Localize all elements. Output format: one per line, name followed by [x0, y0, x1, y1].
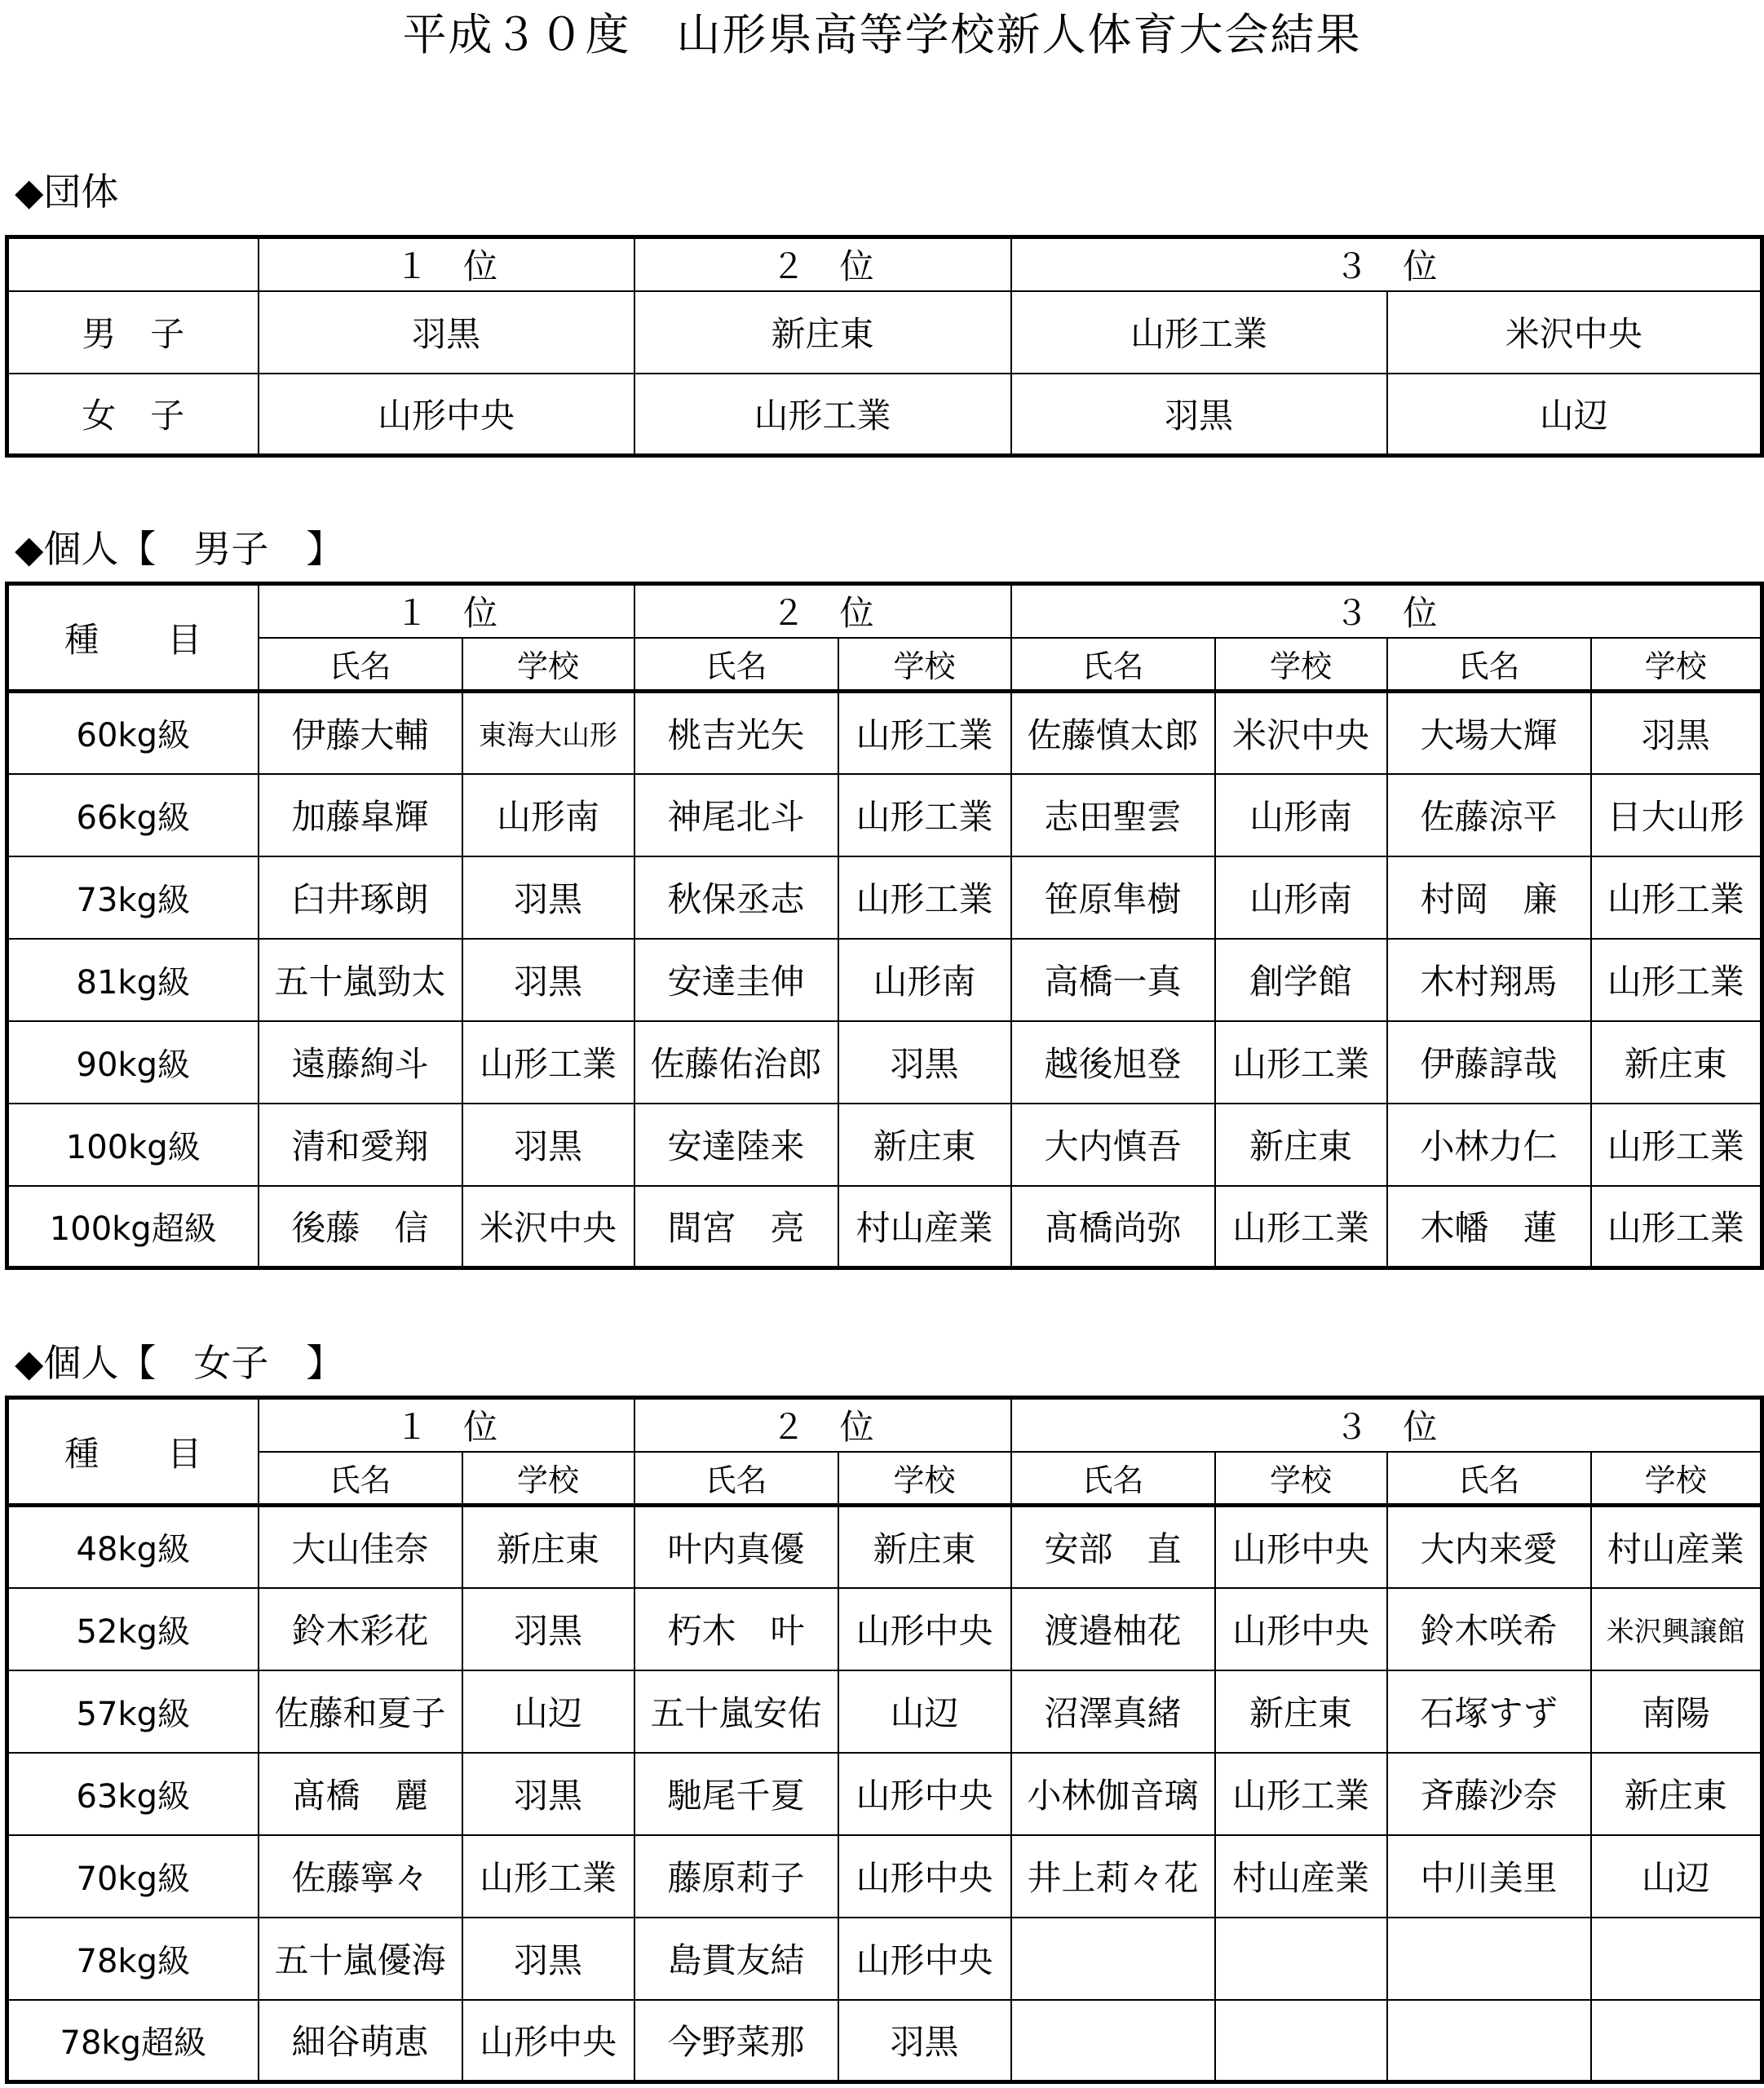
school-name-cell: 山辺 [1591, 1835, 1762, 1918]
school-name-cell: 羽黒 [462, 939, 634, 1021]
school-name-cell: 米沢中央 [1215, 692, 1387, 774]
school-name-cell: 新庄東 [1215, 1104, 1387, 1186]
athlete-name-cell: 加藤皐輝 [259, 774, 462, 856]
school-name-cell: 山形南 [1215, 774, 1387, 856]
table-row [7, 1186, 1762, 1268]
school-column-header: 学校 [838, 1452, 1011, 1506]
table-row [7, 1835, 1762, 1918]
school-name-cell: 新庄東 [838, 1104, 1011, 1186]
women-rank-header-row [7, 1398, 1762, 1452]
weight-class-cell: 70kg級 [7, 1835, 259, 1918]
school-name-cell: 新庄東 [838, 1506, 1011, 1588]
athlete-name-cell [1387, 1918, 1591, 2000]
athlete-name-cell: 大山佳奈 [259, 1506, 462, 1588]
team-cell: 羽黒 [1011, 374, 1387, 456]
team-section-heading: ◆団体 [15, 170, 119, 214]
school-name-cell: 山形南 [1215, 856, 1387, 939]
team-cell: 新庄東 [634, 291, 1011, 374]
school-column-header: 学校 [1591, 638, 1762, 692]
athlete-name-cell: 井上莉々花 [1011, 1835, 1215, 1918]
athlete-name-cell: 佐藤涼平 [1387, 774, 1591, 856]
weight-class-cell: 100kg超級 [7, 1186, 259, 1268]
athlete-name-cell: 安達圭伸 [634, 939, 838, 1021]
school-name-cell: 山形中央 [1215, 1588, 1387, 1670]
weight-class-cell: 63kg級 [7, 1753, 259, 1835]
team-cell: 羽黒 [259, 291, 634, 374]
school-name-cell: 日大山形 [1591, 774, 1762, 856]
event-header: 種 目 [7, 1398, 259, 1506]
school-name-cell: 山形工業 [1591, 856, 1762, 939]
athlete-name-cell: 佐藤慎太郎 [1011, 692, 1215, 774]
table-row [7, 1918, 1762, 2000]
school-name-cell: 米沢中央 [462, 1186, 634, 1268]
team-corner-cell [7, 237, 259, 291]
school-column-header: 学校 [462, 1452, 634, 1506]
school-name-cell: 山形南 [838, 939, 1011, 1021]
school-name-cell: 新庄東 [1591, 1753, 1762, 1835]
school-name-cell: 新庄東 [1215, 1670, 1387, 1753]
athlete-name-cell: 髙橋 麗 [259, 1753, 462, 1835]
school-name-cell: 羽黒 [1591, 692, 1762, 774]
name-column-header: 氏名 [1011, 1452, 1215, 1506]
page-title: 平成３０度 山形県高等学校新人体育大会結果 [402, 9, 1362, 60]
athlete-name-cell [1011, 1918, 1215, 2000]
athlete-name-cell: 桃吉光矢 [634, 692, 838, 774]
athlete-name-cell: 伊藤諄哉 [1387, 1021, 1591, 1104]
school-name-cell [1591, 1918, 1762, 2000]
men-results-table [5, 582, 1764, 1270]
table-row [7, 1104, 1762, 1186]
athlete-name-cell: 馳尾千夏 [634, 1753, 838, 1835]
school-name-cell: 山形中央 [1215, 1506, 1387, 1588]
name-column-header: 氏名 [634, 1452, 838, 1506]
school-name-cell: 山形中央 [462, 2000, 634, 2082]
school-name-cell: 山形工業 [838, 692, 1011, 774]
team-row-men [7, 291, 1762, 374]
school-name-cell: 羽黒 [462, 1588, 634, 1670]
table-row [7, 856, 1762, 939]
school-name-cell: 羽黒 [462, 1753, 634, 1835]
athlete-name-cell: 五十嵐優海 [259, 1918, 462, 2000]
women-table-body [7, 1506, 1762, 2082]
athlete-name-cell [1011, 2000, 1215, 2082]
athlete-name-cell: 髙橋尚弥 [1011, 1186, 1215, 1268]
school-column-header: 学校 [1215, 1452, 1387, 1506]
table-row [7, 1753, 1762, 1835]
school-column-header: 学校 [1215, 638, 1387, 692]
athlete-name-cell: 鈴木彩花 [259, 1588, 462, 1670]
school-name-cell: 新庄東 [462, 1506, 634, 1588]
team-cell: 山辺 [1387, 374, 1762, 456]
rank-3-header: ３ 位 [1011, 237, 1762, 291]
team-row-women [7, 374, 1762, 456]
weight-class-cell: 73kg級 [7, 856, 259, 939]
athlete-name-cell: 佐藤和夏子 [259, 1670, 462, 1753]
men-sub-header-row [7, 638, 1762, 692]
school-name-cell: 新庄東 [1591, 1021, 1762, 1104]
table-row [7, 1588, 1762, 1670]
athlete-name-cell: 安部 直 [1011, 1506, 1215, 1588]
athlete-name-cell: 遠藤絢斗 [259, 1021, 462, 1104]
athlete-name-cell: 越後旭登 [1011, 1021, 1215, 1104]
weight-class-cell: 66kg級 [7, 774, 259, 856]
men-table-body [7, 692, 1762, 1268]
name-column-header: 氏名 [634, 638, 838, 692]
name-column-header: 氏名 [259, 638, 462, 692]
athlete-name-cell: 五十嵐勁太 [259, 939, 462, 1021]
athlete-name-cell: 清和愛翔 [259, 1104, 462, 1186]
athlete-name-cell: 木村翔馬 [1387, 939, 1591, 1021]
school-name-cell: 山辺 [462, 1670, 634, 1753]
weight-class-cell: 60kg級 [7, 692, 259, 774]
athlete-name-cell: 間宮 亮 [634, 1186, 838, 1268]
school-name-cell: 村山産業 [1591, 1506, 1762, 1588]
school-name-cell: 村山産業 [1215, 1835, 1387, 1918]
school-name-cell: 羽黒 [838, 2000, 1011, 2082]
table-row [7, 774, 1762, 856]
rank-3-header: ３ 位 [1011, 584, 1762, 638]
athlete-name-cell: 臼井琢朗 [259, 856, 462, 939]
school-name-cell: 山形工業 [838, 774, 1011, 856]
athlete-name-cell: 斉藤沙奈 [1387, 1753, 1591, 1835]
name-column-header: 氏名 [1387, 1452, 1591, 1506]
table-row [7, 2000, 1762, 2082]
rank-1-header: １ 位 [259, 584, 634, 638]
school-name-cell: 山形工業 [1591, 939, 1762, 1021]
team-results-table [5, 235, 1764, 458]
athlete-name-cell: 細谷萌恵 [259, 2000, 462, 2082]
athlete-name-cell: 今野菜那 [634, 2000, 838, 2082]
athlete-name-cell: 後藤 信 [259, 1186, 462, 1268]
athlete-name-cell [1387, 2000, 1591, 2082]
rank-1-header: １ 位 [259, 237, 634, 291]
name-column-header: 氏名 [1387, 638, 1591, 692]
athlete-name-cell: 島貫友結 [634, 1918, 838, 2000]
athlete-name-cell: 村岡 廉 [1387, 856, 1591, 939]
school-name-cell: 山形工業 [1591, 1104, 1762, 1186]
athlete-name-cell: 藤原莉子 [634, 1835, 838, 1918]
rank-2-header: ２ 位 [634, 1398, 1011, 1452]
school-name-cell: 山形工業 [1215, 1186, 1387, 1268]
weight-class-cell: 81kg級 [7, 939, 259, 1021]
name-column-header: 氏名 [259, 1452, 462, 1506]
school-name-cell: 山形中央 [838, 1835, 1011, 1918]
athlete-name-cell: 大場大輝 [1387, 692, 1591, 774]
school-name-cell: 山辺 [838, 1670, 1011, 1753]
school-name-cell [1215, 2000, 1387, 2082]
school-name-cell: 米沢興譲館 [1591, 1588, 1762, 1670]
athlete-name-cell: 佐藤佑治郎 [634, 1021, 838, 1104]
weight-class-cell: 57kg級 [7, 1670, 259, 1753]
athlete-name-cell: 小林力仁 [1387, 1104, 1591, 1186]
weight-class-cell: 100kg級 [7, 1104, 259, 1186]
school-name-cell: 山形工業 [462, 1021, 634, 1104]
weight-class-cell: 78kg級 [7, 1918, 259, 2000]
school-column-header: 学校 [462, 638, 634, 692]
school-name-cell: 羽黒 [462, 1918, 634, 2000]
weight-class-cell: 90kg級 [7, 1021, 259, 1104]
school-name-cell: 山形工業 [1215, 1021, 1387, 1104]
table-row [7, 692, 1762, 774]
athlete-name-cell: 安達陸来 [634, 1104, 838, 1186]
athlete-name-cell: 鈴木咲希 [1387, 1588, 1591, 1670]
athlete-name-cell: 石塚すず [1387, 1670, 1591, 1753]
team-cell: 山形中央 [259, 374, 634, 456]
school-name-cell: 山形中央 [838, 1588, 1011, 1670]
rank-2-header: ２ 位 [634, 237, 1011, 291]
team-row-label: 男 子 [7, 291, 259, 374]
school-name-cell: 羽黒 [462, 856, 634, 939]
athlete-name-cell: 五十嵐安佑 [634, 1670, 838, 1753]
men-rank-header-row [7, 584, 1762, 638]
athlete-name-cell: 沼澤真緒 [1011, 1670, 1215, 1753]
athlete-name-cell: 叶内真優 [634, 1506, 838, 1588]
school-name-cell: 村山産業 [838, 1186, 1011, 1268]
school-name-cell: 山形工業 [462, 1835, 634, 1918]
athlete-name-cell: 中川美里 [1387, 1835, 1591, 1918]
team-cell: 山形工業 [634, 374, 1011, 456]
team-header-row [7, 237, 1762, 291]
athlete-name-cell: 笹原隼樹 [1011, 856, 1215, 939]
table-row [7, 1506, 1762, 1588]
school-name-cell: 山形工業 [1591, 1186, 1762, 1268]
men-section-heading: ◆個人【 男子 】 [15, 527, 344, 571]
school-name-cell: 羽黒 [462, 1104, 634, 1186]
name-column-header: 氏名 [1011, 638, 1215, 692]
school-name-cell [1591, 2000, 1762, 2082]
weight-class-cell: 52kg級 [7, 1588, 259, 1670]
athlete-name-cell: 伊藤大輔 [259, 692, 462, 774]
weight-class-cell: 78kg超級 [7, 2000, 259, 2082]
women-section-heading: ◆個人【 女子 】 [15, 1341, 344, 1385]
school-name-cell: 創学館 [1215, 939, 1387, 1021]
athlete-name-cell: 朽木 叶 [634, 1588, 838, 1670]
school-name-cell: 南陽 [1591, 1670, 1762, 1753]
school-column-header: 学校 [1591, 1452, 1762, 1506]
athlete-name-cell: 志田聖雲 [1011, 774, 1215, 856]
athlete-name-cell: 木幡 蓮 [1387, 1186, 1591, 1268]
school-name-cell: 山形中央 [838, 1753, 1011, 1835]
table-row [7, 1670, 1762, 1753]
team-cell: 米沢中央 [1387, 291, 1762, 374]
weight-class-cell: 48kg級 [7, 1506, 259, 1588]
school-column-header: 学校 [838, 638, 1011, 692]
school-name-cell: 山形工業 [1215, 1753, 1387, 1835]
school-name-cell: 山形工業 [838, 856, 1011, 939]
school-name-cell: 山形南 [462, 774, 634, 856]
school-name-cell: 山形中央 [838, 1918, 1011, 2000]
team-row-label: 女 子 [7, 374, 259, 456]
women-sub-header-row [7, 1452, 1762, 1506]
rank-2-header: ２ 位 [634, 584, 1011, 638]
event-header: 種 目 [7, 584, 259, 692]
athlete-name-cell: 大内慎吾 [1011, 1104, 1215, 1186]
team-cell: 山形工業 [1011, 291, 1387, 374]
athlete-name-cell: 神尾北斗 [634, 774, 838, 856]
school-name-cell: 羽黒 [838, 1021, 1011, 1104]
athlete-name-cell: 佐藤寧々 [259, 1835, 462, 1918]
rank-1-header: １ 位 [259, 1398, 634, 1452]
table-row [7, 1021, 1762, 1104]
athlete-name-cell: 小林伽音璃 [1011, 1753, 1215, 1835]
athlete-name-cell: 渡邉柚花 [1011, 1588, 1215, 1670]
athlete-name-cell: 高橋一真 [1011, 939, 1215, 1021]
table-row [7, 939, 1762, 1021]
school-name-cell: 東海大山形 [462, 692, 634, 774]
rank-3-header: ３ 位 [1011, 1398, 1762, 1452]
school-name-cell [1215, 1918, 1387, 2000]
athlete-name-cell: 大内来愛 [1387, 1506, 1591, 1588]
athlete-name-cell: 秋保丞志 [634, 856, 838, 939]
women-results-table [5, 1396, 1764, 2084]
